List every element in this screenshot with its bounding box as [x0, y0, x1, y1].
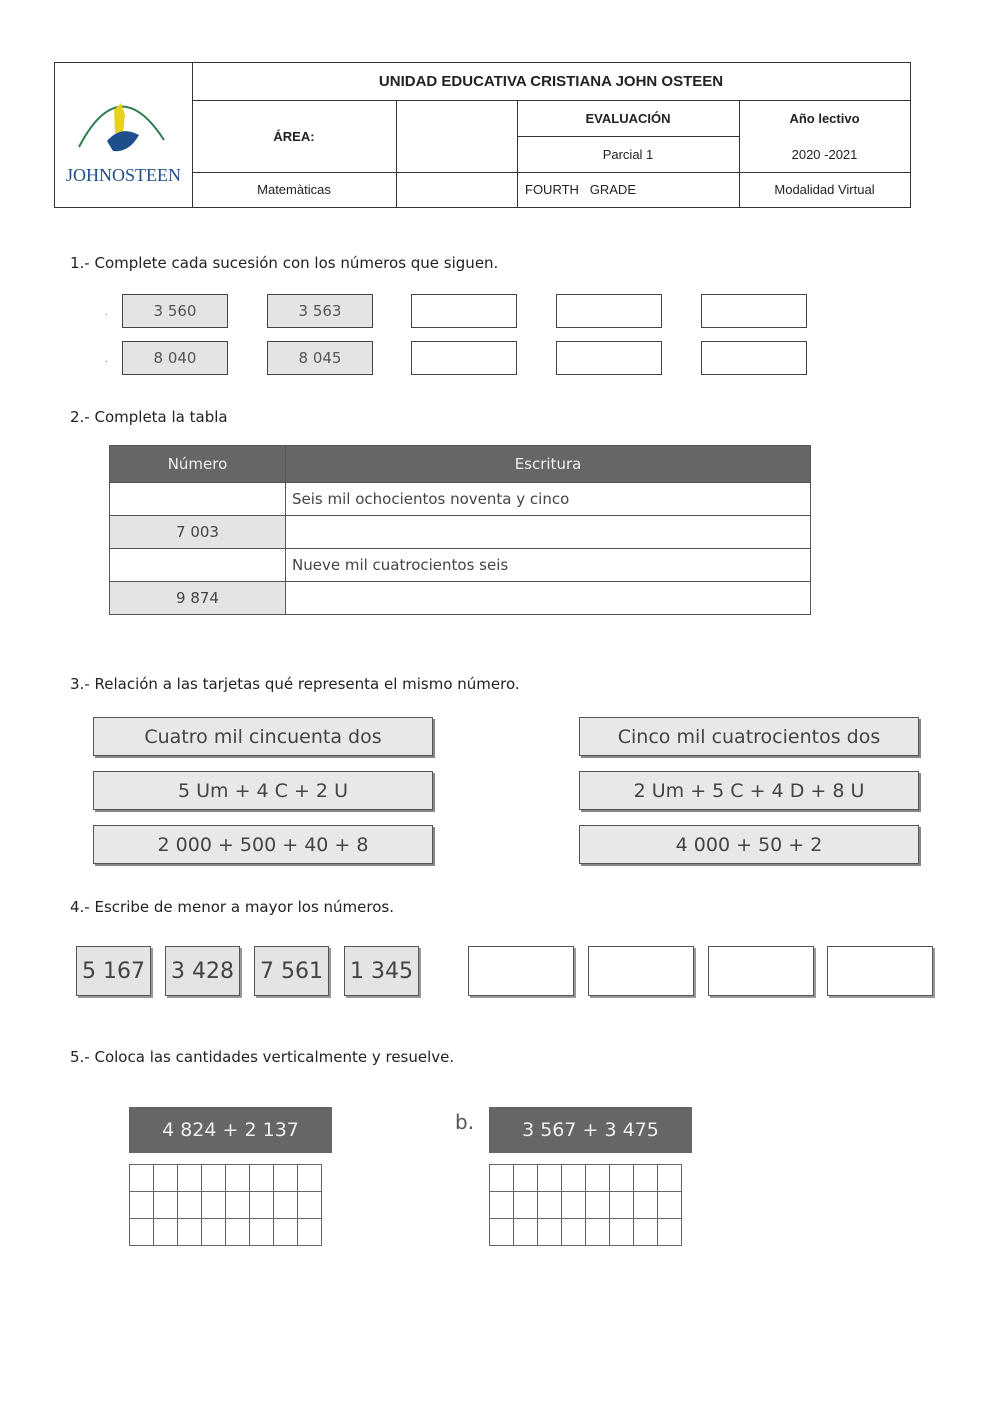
seq2-box-1: 8 040 [122, 341, 228, 375]
order-answer-3[interactable] [708, 946, 814, 996]
seq1-answer-2[interactable] [556, 294, 662, 328]
seq2-answer-1[interactable] [411, 341, 517, 375]
cell-words: Seis mil ochocientos noventa y cinco [286, 483, 811, 516]
q3-prompt: 3.- Relación a las tarjetas qué representa el mismo número. [70, 675, 520, 693]
card-right-3[interactable]: 4 000 + 50 + 2 [579, 825, 919, 864]
cell-words: Nueve mil cuatrocientos seis [286, 549, 811, 582]
area-value: Matemàticas [257, 182, 331, 197]
answer-grid-a[interactable] [129, 1164, 322, 1246]
cell-words[interactable] [286, 582, 811, 615]
operation-b: 3 567 + 3 475 [489, 1107, 692, 1153]
number-card-2: 3 428 [165, 946, 240, 996]
card-right-1[interactable]: Cinco mil cuatrocientos dos [579, 717, 919, 756]
logo-icon [69, 85, 179, 175]
card-left-1[interactable]: Cuatro mil cincuenta dos [93, 717, 433, 756]
school-year-value: 2020 -2021 [791, 146, 858, 162]
evaluation-label: EVALUACIÓN [585, 110, 671, 126]
cell-number: 9 874 [110, 582, 286, 615]
evaluation-value: Parcial 1 [602, 146, 654, 162]
seq1-answer-3[interactable] [701, 294, 807, 328]
cell-number[interactable] [110, 549, 286, 582]
table-row [110, 549, 811, 582]
seq1-answer-1[interactable] [411, 294, 517, 328]
school-logo [55, 63, 192, 207]
school-year-label: Año lectivo [789, 110, 860, 126]
operation-a: 4 824 + 2 137 [129, 1107, 332, 1153]
table-row [110, 582, 811, 615]
number-card-4: 1 345 [344, 946, 419, 996]
order-answer-2[interactable] [588, 946, 694, 996]
order-answer-1[interactable] [468, 946, 574, 996]
seq2-box-2: 8 045 [267, 341, 373, 375]
card-left-2[interactable]: 5 Um + 4 C + 2 U [93, 771, 433, 810]
cell-number[interactable] [110, 483, 286, 516]
school-name: UNIDAD EDUCATIVA CRISTIANA JOHN OSTEEN [378, 73, 724, 90]
seq2-answer-2[interactable] [556, 341, 662, 375]
table-row [110, 516, 811, 549]
seq2-answer-3[interactable] [701, 341, 807, 375]
q4-prompt: 4.- Escribe de menor a mayor los números. [70, 898, 394, 916]
grade: FOURTH GRADE [525, 182, 636, 197]
col-header-number: Número [110, 446, 286, 483]
number-card-3: 7 561 [254, 946, 329, 996]
card-right-2[interactable]: 2 Um + 5 C + 4 D + 8 U [579, 771, 919, 810]
label-b: b. [455, 1110, 475, 1134]
seq1-box-1: 3 560 [122, 294, 228, 328]
number-words-table [109, 445, 811, 615]
header-table [54, 62, 911, 208]
seq1-box-2: 3 563 [267, 294, 373, 328]
table-row [110, 483, 811, 516]
answer-grid-b[interactable] [489, 1164, 682, 1246]
cell-words[interactable] [286, 516, 811, 549]
q1-prompt: 1.- Complete cada sucesión con los números que siguen. [70, 254, 499, 272]
q2-prompt: 2.- Completa la tabla [70, 408, 228, 426]
col-header-words: Escritura [286, 446, 811, 483]
order-answer-4[interactable] [827, 946, 933, 996]
q5-prompt: 5.- Coloca las cantidades verticalmente y resuelve. [70, 1048, 455, 1066]
logo-text: JOHNOSTEEN [66, 164, 181, 185]
cell-number: 7 003 [110, 516, 286, 549]
modality: Modalidad Virtual [774, 182, 875, 197]
area-label: ÁREA: [273, 128, 315, 144]
card-left-3[interactable]: 2 000 + 500 + 40 + 8 [93, 825, 433, 864]
number-card-1: 5 167 [76, 946, 151, 996]
